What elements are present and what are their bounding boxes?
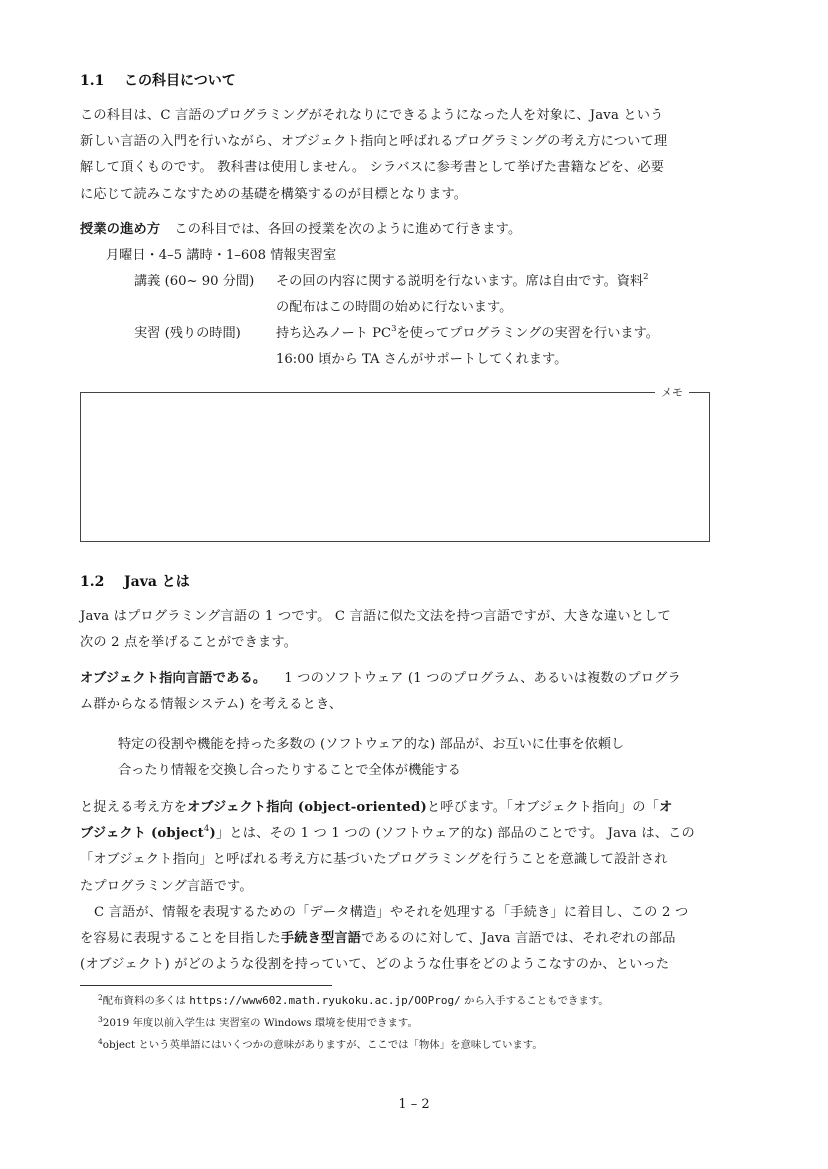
footnote-2	[98, 991, 609, 1011]
practice-desc-line-1	[276, 321, 659, 347]
intro-paragraph	[80, 103, 712, 208]
text: と捉える考え方を	[80, 800, 188, 815]
footnote-text: 配布資料の多くは	[102, 995, 190, 1007]
text-line	[80, 821, 712, 847]
paren: )	[209, 826, 216, 842]
memo-label: メモ	[655, 384, 689, 400]
text-line	[80, 666, 712, 692]
term-procedural: 手続き型言語	[280, 931, 362, 947]
text-line: 「オブジェクト指向」と呼ばれる考え方に基づいたプログラミングを行うことを意識して設計され	[80, 852, 668, 868]
section-heading-1-2	[80, 571, 190, 591]
oop-point-paragraph	[80, 666, 712, 718]
section-title-latin: Java	[124, 574, 157, 590]
footnote-mark: 4	[98, 1037, 103, 1046]
java-intro-paragraph	[80, 604, 712, 656]
footnote-4	[98, 1035, 543, 1055]
section-title-jp: とは	[161, 574, 190, 590]
term-object-cont: ブジェクト	[80, 826, 147, 842]
footnote-text: object という英単語にはいくつかの意味がありますが、ここでは「物体」を意味しています。	[102, 1039, 543, 1051]
oop-point-text: 1 つのソフトウェア (1 つのプログラム、あるいは複数のプログラ	[284, 671, 681, 686]
term-object-en: (object	[146, 826, 204, 842]
footnote-text: 2019 年度以前入学生は 実習室の Windows 環境を使用できます。	[102, 1017, 418, 1029]
practice-desc-text-cont: を使ってプログラミングの実習を行います。	[396, 326, 659, 341]
class-flow-text: この科目では、各回の授業を次のように進めて行きます。	[174, 222, 522, 237]
text-line: ム群からなる情報システム) を考えるとき、	[80, 697, 343, 713]
lecture-label: 講義 (60~ 90 分間)	[134, 274, 255, 289]
text-line: Java はプログラミング言語の 1 つです。 C 言語に似た文法を持つ言語ですが、大きな違いとして	[80, 609, 671, 624]
class-flow-line	[80, 217, 712, 243]
text: を容易に表現することを目指した	[80, 931, 281, 947]
text-line: 新しい言語の入門を行いながら、オブジェクト指向と呼ばれるプログラミングの考え方について理	[80, 134, 668, 150]
schedule-line: 月曜日・4–5 講時・1–608 情報実習室	[106, 248, 337, 263]
practice-label: 実習 (残りの時間)	[134, 326, 241, 341]
quote-block	[118, 732, 624, 784]
quote-line: 特定の役割や機能を持った多数の (ソフトウェア的な) 部品が、お互いに仕事を依頼し	[118, 737, 625, 752]
footnote-url[interactable]: https://www602.math.ryukoku.ac.jp/OOProg/	[189, 994, 461, 1007]
footnote-ref-4: 4	[203, 824, 210, 835]
text-line: (オブジェクト) がどのような役割を持っていて、どのような仕事をどのようこなすのか、といった	[80, 957, 670, 973]
oop-definition-paragraph	[80, 795, 712, 900]
footnote-mark: 3	[98, 1015, 103, 1024]
text-line: たプログラミング言語です。	[80, 878, 253, 894]
footnote-3	[98, 1013, 418, 1033]
footnote-text: から入手することもできます。	[460, 995, 609, 1007]
footnote-rule	[80, 985, 332, 986]
memo-box	[80, 386, 710, 542]
practice-desc-line-2: 16:00 頃から TA さんがサポートしてくれます。	[276, 352, 568, 367]
text-line: 解して頂くものです。 教科書は使用しません。 シラバスに参考書として挙げた書籍などを、必要	[80, 160, 665, 176]
lecture-desc-line-1	[276, 269, 649, 295]
class-flow-paragraph	[80, 217, 712, 243]
section-title: この科目について	[124, 73, 236, 89]
text-line	[80, 795, 712, 821]
section-heading-1-1	[80, 70, 236, 90]
term-oop-en: (object-oriented)	[293, 800, 427, 815]
text-line: この科目は、C 言語のプログラミングがそれなりにできるようになった人を対象に、Java という	[80, 108, 664, 123]
lecture-desc-text: その回の内容に関する説明を行ないます。席は自由です。資料	[276, 274, 644, 289]
section-number: 1.1	[80, 73, 105, 89]
footnote-ref-3: 3	[391, 324, 397, 334]
text-line: に応じて読みこなすための基礎を構築するのが目標となります。	[80, 186, 468, 202]
section-number: 1.2	[80, 574, 105, 590]
text-line	[80, 926, 712, 952]
c-comparison-paragraph	[80, 900, 712, 979]
text-line: 次の 2 点を挙げることができます。	[80, 635, 298, 651]
footnote-mark: 2	[98, 993, 103, 1002]
lecture-desc-line-2: の配布はこの時間の始めに行ないます。	[276, 300, 513, 315]
class-flow-heading: 授業の進め方	[80, 222, 161, 237]
text-line: C 言語が、情報を表現するための「データ構造」やそれを処理する「手続き」に着目し、この 2 つ	[94, 905, 689, 920]
term-object: オ	[659, 800, 673, 815]
text: 」とは、その 1 つ 1 つの (ソフトウェア的な) 部品のことです。 Java は、この	[215, 826, 695, 842]
text: と呼びます。「オブジェクト指向」の「	[426, 800, 660, 815]
oop-point-heading: オブジェクト指向言語である。	[80, 671, 267, 686]
term-oop: オブジェクト指向	[187, 800, 294, 815]
footnote-ref-2: 2	[643, 272, 649, 282]
practice-desc-text: 持ち込みノート PC	[276, 326, 392, 341]
page-number: 1 – 2	[398, 1097, 430, 1112]
quote-line: 合ったり情報を交換し合ったりすることで全体が機能する	[118, 763, 461, 779]
text: であるのに対して、Java 言語では、それぞれの部品	[361, 931, 676, 947]
